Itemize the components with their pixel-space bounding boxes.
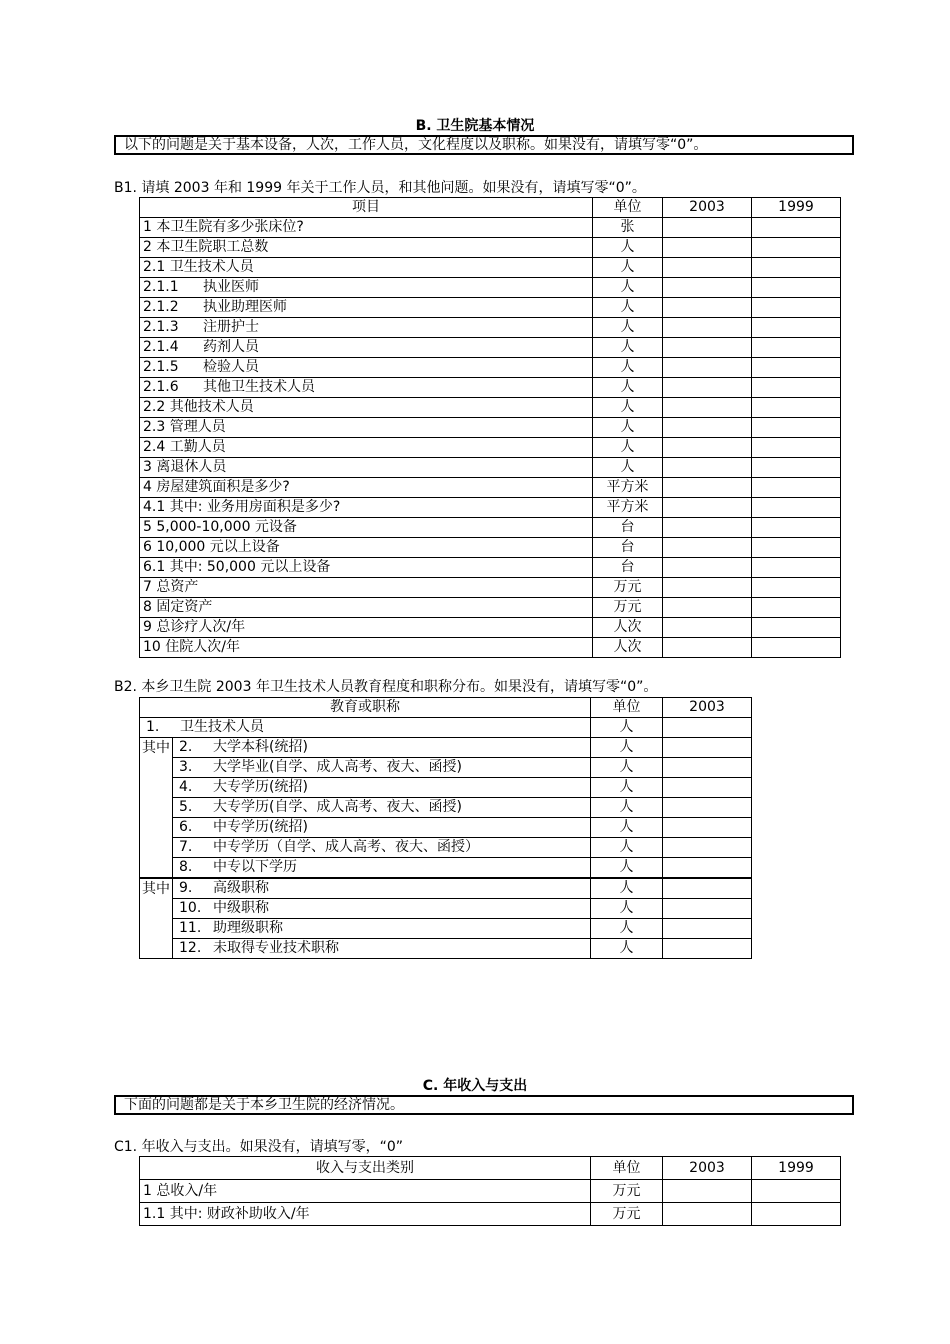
row-number: 8. <box>179 859 193 875</box>
row-item: 注册护士 <box>203 319 259 335</box>
table-row <box>140 618 841 638</box>
row-item-cell <box>140 558 593 578</box>
row-unit: 人 <box>591 899 663 919</box>
table-row <box>140 318 841 338</box>
row-item: 助理级职称 <box>213 920 283 936</box>
row-label <box>173 818 591 838</box>
section-b-title: B. 卫生院基本情况 <box>415 118 535 134</box>
row-label <box>173 858 591 879</box>
row-item-cell <box>140 258 593 278</box>
row-item-cell <box>140 538 593 558</box>
table-row <box>140 478 841 498</box>
row-unit: 人次 <box>593 618 663 638</box>
row-item: 2.3 管理人员 <box>143 419 226 435</box>
row-unit: 万元 <box>591 1203 663 1226</box>
cell-1999[interactable] <box>752 478 841 498</box>
cell-2003[interactable] <box>663 818 752 838</box>
cell-1999[interactable] <box>752 258 841 278</box>
table-row <box>140 778 752 798</box>
row-number: 2. <box>179 739 193 755</box>
row-item-cell <box>140 318 593 338</box>
row-item: 大学毕业(自学、成人高考、夜大、函授) <box>213 759 462 775</box>
row-item: 4 房屋建筑面积是多少? <box>143 479 290 495</box>
row-code: 2.1.6 <box>143 379 179 395</box>
cell-1999[interactable] <box>752 1180 841 1203</box>
row-item: 3 离退休人员 <box>143 459 227 475</box>
row-number: 12. <box>179 940 202 956</box>
table-row <box>140 838 752 858</box>
row-number: 7. <box>179 839 193 855</box>
cell-2003[interactable] <box>663 598 752 618</box>
row-item-cell <box>140 458 593 478</box>
row-number: 11. <box>179 920 202 936</box>
cell-2003[interactable] <box>663 618 752 638</box>
row-item: 大专学历(自学、成人高考、夜大、函授) <box>213 799 462 815</box>
row-item-cell <box>140 478 593 498</box>
cell-1999[interactable] <box>752 318 841 338</box>
row-number: 5. <box>179 799 193 815</box>
group-label: 其中 <box>140 738 173 879</box>
row-unit: 人 <box>591 878 663 899</box>
row-unit: 人 <box>591 818 663 838</box>
row-code: 2.1.1 <box>143 279 179 295</box>
row-unit: 人 <box>593 238 663 258</box>
group-label: 其中 <box>140 878 173 959</box>
header-2003: 2003 <box>663 698 752 718</box>
row-unit: 人 <box>591 858 663 879</box>
table-row <box>140 1203 841 1226</box>
cell-2003[interactable] <box>663 478 752 498</box>
row-item-cell <box>140 298 593 318</box>
header-1999: 1999 <box>752 198 841 218</box>
b2-question-label: B2. 本乡卫生院 2003 年卫生技术人员教育程度和职称分布。如果没有，请填写零“0”。 <box>114 679 658 695</box>
row-item-cell <box>140 518 593 538</box>
row-item: 执业助理医师 <box>203 299 287 315</box>
cell-1999[interactable] <box>752 298 841 318</box>
cell-2003[interactable] <box>663 358 752 378</box>
row-item: 9 总诊疗人次/年 <box>143 619 246 635</box>
row-code: 2.1.5 <box>143 359 179 375</box>
row-item: 7 总资产 <box>143 579 199 595</box>
b1-table <box>139 197 841 658</box>
cell-2003[interactable] <box>663 738 752 758</box>
row-label <box>173 838 591 858</box>
cell-2003[interactable] <box>663 458 752 478</box>
cell-2003[interactable] <box>663 418 752 438</box>
row-item: 药剂人员 <box>203 339 259 355</box>
cell-1999[interactable] <box>752 638 841 658</box>
row-unit: 人 <box>593 378 663 398</box>
row-item-cell <box>140 578 593 598</box>
row-unit: 张 <box>593 218 663 238</box>
row-item: 2.2 其他技术人员 <box>143 399 254 415</box>
row-item: 5 5,000-10,000 元设备 <box>143 519 297 535</box>
cell-2003[interactable] <box>663 778 752 798</box>
table-row <box>140 498 841 518</box>
header-unit: 单位 <box>591 1157 663 1180</box>
table-row <box>140 878 752 899</box>
row-unit: 万元 <box>593 598 663 618</box>
row-unit: 人 <box>593 438 663 458</box>
row-unit: 平方米 <box>593 478 663 498</box>
row-unit: 台 <box>593 518 663 538</box>
row-item-cell <box>140 498 593 518</box>
cell-1999[interactable] <box>752 358 841 378</box>
header-category: 收入与支出类别 <box>140 1157 591 1180</box>
row-item: 6 10,000 元以上设备 <box>143 539 280 555</box>
cell-2003[interactable] <box>663 939 752 959</box>
cell-2003[interactable] <box>663 758 752 778</box>
row-label <box>173 738 591 758</box>
cell-1999[interactable] <box>752 578 841 598</box>
row-unit: 人 <box>591 758 663 778</box>
cell-2003[interactable] <box>663 398 752 418</box>
row-unit: 人次 <box>593 638 663 658</box>
row-item: 1 总收入/年 <box>140 1180 591 1203</box>
row-unit: 人 <box>593 258 663 278</box>
row-number: 4. <box>179 779 193 795</box>
row-label <box>140 718 591 738</box>
row-item: 1 本卫生院有多少张床位? <box>143 219 304 235</box>
table-row <box>140 538 841 558</box>
row-item: 4.1 其中: 业务用房面积是多少? <box>143 499 341 515</box>
row-item: 未取得专业技术职称 <box>213 940 339 956</box>
row-item-cell <box>140 278 593 298</box>
cell-2003[interactable] <box>663 899 752 919</box>
row-unit: 人 <box>591 798 663 818</box>
b2-table <box>139 697 752 959</box>
row-item: 8 固定资产 <box>143 599 213 615</box>
row-unit: 人 <box>591 778 663 798</box>
cell-1999[interactable] <box>752 518 841 538</box>
table-header-row <box>140 198 841 218</box>
table-row <box>140 398 841 418</box>
row-unit: 人 <box>593 278 663 298</box>
table-row <box>140 939 752 959</box>
row-item: 其他卫生技术人员 <box>203 379 315 395</box>
row-unit: 人 <box>593 338 663 358</box>
row-item: 执业医师 <box>203 279 259 295</box>
row-unit: 人 <box>591 738 663 758</box>
table-row <box>140 378 841 398</box>
cell-1999[interactable] <box>752 558 841 578</box>
cell-1999[interactable] <box>752 1203 841 1226</box>
header-item: 项目 <box>140 198 593 218</box>
cell-2003[interactable] <box>663 538 752 558</box>
cell-1999[interactable] <box>752 498 841 518</box>
row-item: 2.4 工勤人员 <box>143 439 226 455</box>
table-row <box>140 738 752 758</box>
row-number: 9. <box>179 880 193 896</box>
row-item-cell <box>140 418 593 438</box>
row-unit: 人 <box>593 458 663 478</box>
row-item: 2.1 卫生技术人员 <box>143 259 254 275</box>
row-item-cell <box>140 358 593 378</box>
row-label <box>173 798 591 818</box>
row-unit: 人 <box>591 939 663 959</box>
row-item: 中专学历（自学、成人高考、夜大、函授） <box>213 839 479 855</box>
row-unit: 人 <box>593 318 663 338</box>
row-number: 3. <box>179 759 193 775</box>
row-unit: 万元 <box>591 1180 663 1203</box>
row-label <box>173 878 591 899</box>
section-b-note: 以下的问题是关于基本设备，人次，工作人员，文化程度以及职称。如果没有，请填写零“0”。 <box>114 135 854 155</box>
cell-1999[interactable] <box>752 458 841 478</box>
cell-2003[interactable] <box>663 798 752 818</box>
row-item-cell <box>140 378 593 398</box>
cell-1999[interactable] <box>752 378 841 398</box>
row-unit: 万元 <box>593 578 663 598</box>
row-label <box>173 919 591 939</box>
cell-1999[interactable] <box>752 278 841 298</box>
header-2003: 2003 <box>663 1157 752 1180</box>
cell-2003[interactable] <box>663 258 752 278</box>
row-item-cell <box>140 218 593 238</box>
row-label <box>173 939 591 959</box>
table-row <box>140 598 841 618</box>
table-row <box>140 238 841 258</box>
table-header-row <box>140 698 752 718</box>
cell-1999[interactable] <box>752 338 841 358</box>
cell-1999[interactable] <box>752 438 841 458</box>
table-row <box>140 418 841 438</box>
row-item: 中级职称 <box>213 900 269 916</box>
cell-2003[interactable] <box>663 338 752 358</box>
table-row <box>140 298 841 318</box>
row-code: 2.1.4 <box>143 339 179 355</box>
header-education: 教育或职称 <box>140 698 591 718</box>
row-number: 1. <box>146 719 160 735</box>
cell-2003[interactable] <box>663 578 752 598</box>
cell-1999[interactable] <box>752 538 841 558</box>
cell-2003[interactable] <box>663 558 752 578</box>
row-unit: 台 <box>593 558 663 578</box>
row-code: 2.1.2 <box>143 299 179 315</box>
header-unit: 单位 <box>593 198 663 218</box>
row-label <box>173 778 591 798</box>
row-item: 高级职称 <box>213 880 269 896</box>
table-row <box>140 458 841 478</box>
table-row <box>140 558 841 578</box>
cell-2003[interactable] <box>663 1180 752 1203</box>
cell-1999[interactable] <box>752 418 841 438</box>
row-item-cell <box>140 618 593 638</box>
row-code: 2.1.3 <box>143 319 179 335</box>
table-row <box>140 278 841 298</box>
table-row <box>140 899 752 919</box>
c1-table <box>139 1156 841 1226</box>
cell-1999[interactable] <box>752 238 841 258</box>
row-item: 大专学历(统招) <box>213 779 308 795</box>
cell-2003[interactable] <box>663 1203 752 1226</box>
cell-2003[interactable] <box>663 718 752 738</box>
row-item: 中专学历(统招) <box>213 819 308 835</box>
table-row <box>140 438 841 458</box>
row-item: 大学本科(统招) <box>213 739 308 755</box>
cell-2003[interactable] <box>663 518 752 538</box>
table-row <box>140 518 841 538</box>
row-item: 6.1 其中: 50,000 元以上设备 <box>143 559 331 575</box>
table-row <box>140 818 752 838</box>
cell-1999[interactable] <box>752 598 841 618</box>
row-item: 卫生技术人员 <box>180 719 264 735</box>
table-row <box>140 919 752 939</box>
row-unit: 人 <box>593 418 663 438</box>
cell-1999[interactable] <box>752 218 841 238</box>
row-unit: 人 <box>591 718 663 738</box>
row-item-cell <box>140 398 593 418</box>
row-unit: 人 <box>593 398 663 418</box>
row-unit: 人 <box>593 358 663 378</box>
cell-1999[interactable] <box>752 618 841 638</box>
cell-2003[interactable] <box>663 858 752 879</box>
table-header-row <box>140 1157 841 1180</box>
section-c-title: C. 年收入与支出 <box>422 1078 528 1094</box>
table-row <box>140 338 841 358</box>
cell-2003[interactable] <box>663 278 752 298</box>
cell-2003[interactable] <box>663 638 752 658</box>
cell-2003[interactable] <box>663 919 752 939</box>
cell-2003[interactable] <box>663 438 752 458</box>
cell-2003[interactable] <box>663 838 752 858</box>
row-item: 检验人员 <box>203 359 259 375</box>
header-unit: 单位 <box>591 698 663 718</box>
cell-2003[interactable] <box>663 378 752 398</box>
cell-2003[interactable] <box>663 878 752 899</box>
row-label <box>173 758 591 778</box>
c1-question-label: C1. 年收入与支出。如果没有，请填写零，“0” <box>114 1139 403 1155</box>
row-item-cell <box>140 438 593 458</box>
section-c-note: 下面的问题都是关于本乡卫生院的经济情况。 <box>114 1095 854 1115</box>
cell-2003[interactable] <box>663 298 752 318</box>
table-row <box>140 258 841 278</box>
header-1999: 1999 <box>752 1157 841 1180</box>
row-unit: 平方米 <box>593 498 663 518</box>
row-item: 2 本卫生院职工总数 <box>143 239 269 255</box>
row-number: 6. <box>179 819 193 835</box>
row-item: 中专以下学历 <box>213 859 297 875</box>
table-row <box>140 718 752 738</box>
table-row <box>140 218 841 238</box>
row-item-cell <box>140 338 593 358</box>
row-label <box>173 899 591 919</box>
row-item: 10 住院人次/年 <box>143 639 240 655</box>
row-unit: 人 <box>591 919 663 939</box>
row-item-cell <box>140 638 593 658</box>
header-2003: 2003 <box>663 198 752 218</box>
table-row <box>140 578 841 598</box>
row-unit: 人 <box>591 838 663 858</box>
row-number: 10. <box>179 900 202 916</box>
cell-2003[interactable] <box>663 238 752 258</box>
row-item: 1.1 其中: 财政补助收入/年 <box>140 1203 591 1226</box>
table-row <box>140 758 752 778</box>
table-row <box>140 858 752 879</box>
row-item-cell <box>140 598 593 618</box>
table-row <box>140 798 752 818</box>
table-row <box>140 638 841 658</box>
table-row <box>140 1180 841 1203</box>
b1-question-label: B1. 请填 2003 年和 1999 年关于工作人员，和其他问题。如果没有，请填写零“0”。 <box>114 180 646 196</box>
cell-2003[interactable] <box>663 498 752 518</box>
row-unit: 台 <box>593 538 663 558</box>
cell-2003[interactable] <box>663 218 752 238</box>
row-unit: 人 <box>593 298 663 318</box>
cell-2003[interactable] <box>663 318 752 338</box>
row-item-cell <box>140 238 593 258</box>
cell-1999[interactable] <box>752 398 841 418</box>
table-row <box>140 358 841 378</box>
